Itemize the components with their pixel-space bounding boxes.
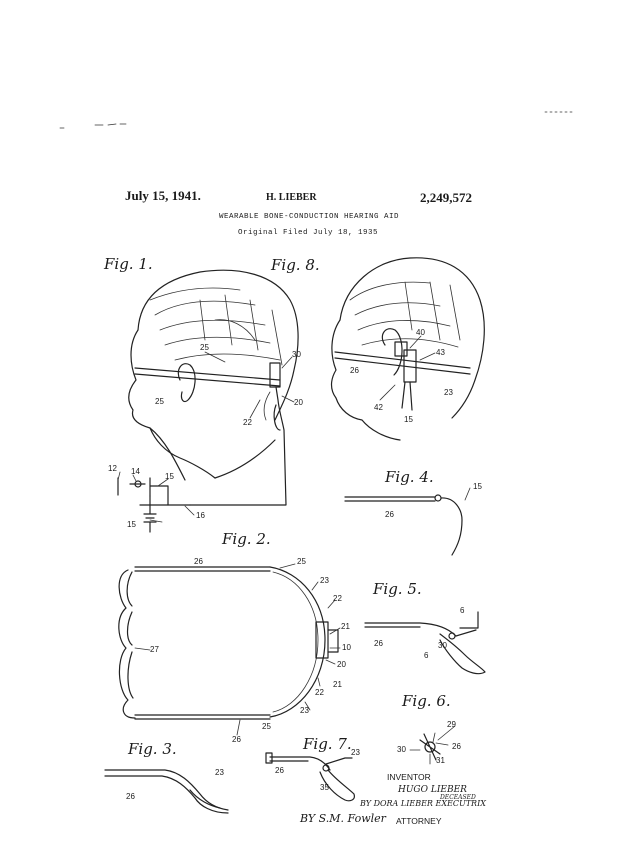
- fig8-drawing: [332, 258, 485, 440]
- fig8-label: Fig. 8.: [271, 256, 320, 274]
- filing-date: Original Filed July 18, 1935: [238, 229, 379, 237]
- ref-25-fig2: 25: [297, 557, 306, 566]
- ref-40: 40: [416, 328, 425, 337]
- patent-date: July 15, 1941.: [125, 188, 201, 203]
- ref-26-fig8: 26: [350, 366, 359, 375]
- fig5-label: Fig. 5.: [373, 580, 422, 598]
- ref-35: 35: [320, 783, 329, 792]
- fig4-label: Fig. 4.: [385, 468, 434, 486]
- ref-14: 14: [131, 467, 140, 476]
- ref-26-fig4: 26: [385, 510, 394, 519]
- ref-22-fig2-top: 22: [333, 594, 342, 603]
- ref-23-fig2-top: 23: [320, 576, 329, 585]
- fig1-label: Fig. 1.: [104, 255, 153, 273]
- ref-20-fig1: 20: [294, 398, 303, 407]
- ref-6-fig5: 6: [460, 606, 465, 615]
- ref-30-fig6: 30: [397, 745, 406, 754]
- ref-23-fig8: 23: [444, 388, 453, 397]
- patent-title: WEARABLE BONE-CONDUCTION HEARING AID: [219, 213, 400, 221]
- ref-6-fig5-b: 6: [424, 651, 429, 660]
- ref-25-fig2-b: 25: [262, 722, 271, 731]
- ref-26-fig2-b: 26: [232, 735, 241, 744]
- ref-30-fig1: 30: [292, 350, 301, 359]
- deceased-note: DECEASED: [440, 794, 476, 801]
- ref-26-fig5: 26: [374, 639, 383, 648]
- ref-31: 31: [436, 756, 445, 765]
- ref-26-fig3: 26: [126, 792, 135, 801]
- leader-lines: [118, 336, 470, 742]
- fig7-label: Fig. 7.: [303, 735, 352, 753]
- ref-30-fig5: 30: [438, 641, 447, 650]
- ref-23-fig7: 23: [351, 748, 360, 757]
- inventor-header: H. LIEBER: [266, 192, 317, 203]
- patent-number: 2,249,572: [420, 190, 472, 205]
- ref-26-fig7: 26: [275, 766, 284, 775]
- inventor-label: INVENTOR: [387, 772, 431, 782]
- fig2-drawing: [119, 567, 338, 719]
- fig6-label: Fig. 6.: [402, 692, 451, 710]
- ref-21-fig2-b: 21: [333, 680, 342, 689]
- ref-25-fig1-b: 25: [155, 397, 164, 406]
- ref-22-fig1: 22: [243, 418, 252, 427]
- fig2-label: Fig. 2.: [222, 530, 271, 548]
- executrix-line: BY DORA LIEBER EXECUTRIX: [360, 799, 486, 808]
- ref-42: 42: [374, 403, 383, 412]
- ref-15-fig1: 15: [165, 472, 174, 481]
- ref-29: 29: [447, 720, 456, 729]
- attorney-label: ATTORNEY: [396, 816, 442, 826]
- ref-20-fig2: 20: [337, 660, 346, 669]
- ref-16: 16: [196, 511, 205, 520]
- fig1-drawing: [129, 270, 298, 505]
- ref-21-fig2: 21: [341, 622, 350, 631]
- ref-12: 12: [108, 464, 117, 473]
- ref-15-fig8: 15: [404, 415, 413, 424]
- fig4-drawing: [345, 495, 462, 555]
- fig3-drawing: [105, 770, 228, 813]
- ref-15-fig1-b: 15: [127, 520, 136, 529]
- ref-15-fig4: 15: [473, 482, 482, 491]
- ref-23-fig2-b: 23: [300, 706, 309, 715]
- ref-22-fig2-b: 22: [315, 688, 324, 697]
- ref-25-fig1: 25: [200, 343, 209, 352]
- ref-23-fig3: 23: [215, 768, 224, 777]
- ref-43: 43: [436, 348, 445, 357]
- ref-26-fig6: 26: [452, 742, 461, 751]
- fig5-drawing: [365, 612, 485, 674]
- ref-27: 27: [150, 645, 159, 654]
- attorney-signature: BY S.M. Fowler: [300, 812, 386, 825]
- inventor-name: HUGO LIEBER: [398, 785, 467, 795]
- ref-26-fig2-top: 26: [194, 557, 203, 566]
- fig7-drawing: [266, 753, 354, 801]
- ref-10: 10: [342, 643, 351, 652]
- fig3-label: Fig. 3.: [128, 740, 177, 758]
